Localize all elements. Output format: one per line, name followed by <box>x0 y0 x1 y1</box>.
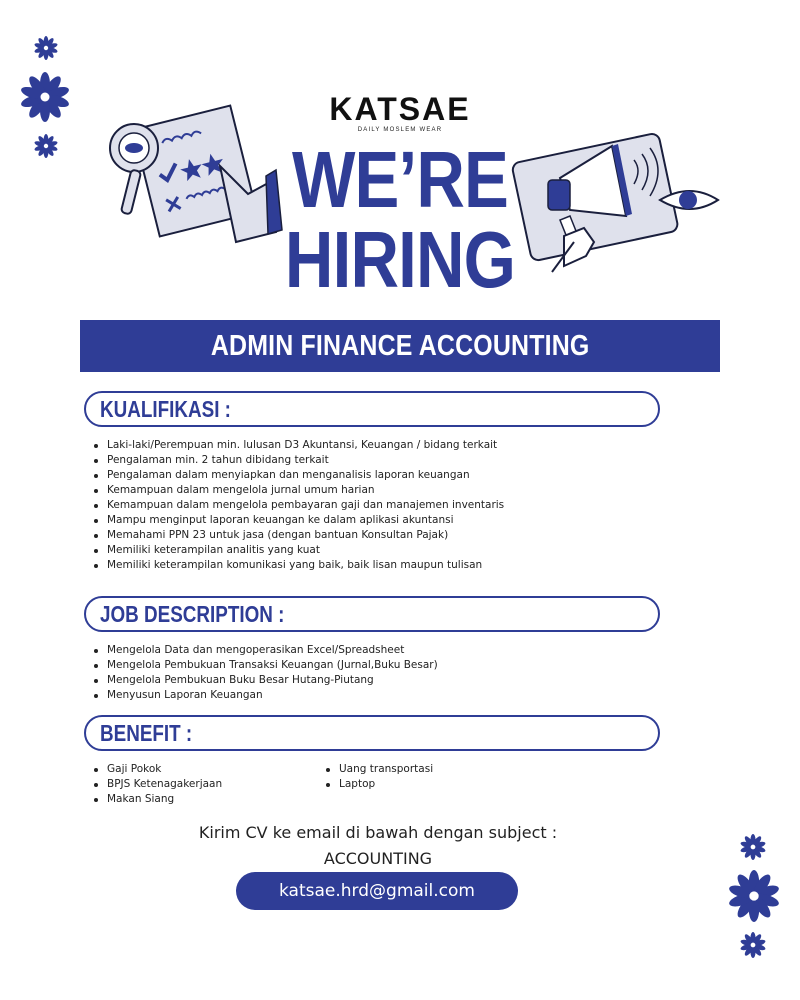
magnifier-checklist-illustration <box>100 96 290 246</box>
list-item: Mengelola Pembukuan Transaksi Keuangan (Jurnal,Buku Besar) <box>92 658 438 673</box>
list-item: Gaji Pokok <box>92 762 222 777</box>
list-item: Uang transportasi <box>324 762 433 777</box>
list-item: Memiliki keterampilan komunikasi yang baik, baik lisan maupun tulisan <box>92 558 504 573</box>
flower-icon <box>34 134 58 158</box>
flower-icon <box>740 834 766 860</box>
email-address: katsae.hrd@gmail.com <box>279 881 475 901</box>
flower-icon <box>740 932 766 958</box>
list-item: Mampu menginput laporan keuangan ke dalam aplikasi akuntansi <box>92 513 504 528</box>
list-item: Pengalaman min. 2 tahun dibidang terkait <box>92 453 504 468</box>
logo-tagline: DAILY MOSLEM WEAR <box>357 127 443 133</box>
benefit-list-right <box>324 762 433 792</box>
email-button[interactable] <box>236 872 518 910</box>
position-banner <box>80 320 720 372</box>
list-item: Laptop <box>324 777 433 792</box>
list-item: Memiliki keterampilan analitis yang kuat <box>92 543 504 558</box>
list-item: Makan Siang <box>92 792 222 807</box>
flower-icon <box>34 36 58 60</box>
benefit-list-left <box>92 762 222 807</box>
flower-icon <box>728 870 780 922</box>
job-description-heading-pill <box>84 596 660 632</box>
cta-subject: ACCOUNTING <box>323 849 433 868</box>
qualifications-heading-pill <box>84 391 660 427</box>
list-item: Menyusun Laporan Keuangan <box>92 688 438 703</box>
qualifications-heading: KUALIFIKASI : <box>100 395 231 422</box>
list-item: Memahami PPN 23 untuk jasa (dengan bantuan Konsultan Pajak) <box>92 528 504 543</box>
headline-line-1: WE’RE <box>291 135 509 224</box>
flower-icon <box>20 72 70 122</box>
job-description-heading: JOB DESCRIPTION : <box>100 600 285 627</box>
list-item: Laki-laki/Perempuan min. lulusan D3 Akuntansi, Keuangan / bidang terkait <box>92 438 504 453</box>
megaphone-illustration <box>510 126 720 282</box>
list-item: Pengalaman dalam menyiapkan dan menganalisis laporan keuangan <box>92 468 504 483</box>
headline-line-2: HIRING <box>284 215 516 304</box>
list-item: Kemampuan dalam mengelola pembayaran gaji dan manajemen inventaris <box>92 498 504 513</box>
hiring-headline <box>282 135 517 304</box>
list-item: Mengelola Pembukuan Buku Besar Hutang-Piutang <box>92 673 438 688</box>
brand-logo <box>300 92 500 134</box>
position-title: ADMIN FINANCE ACCOUNTING <box>210 329 590 362</box>
benefit-heading-pill <box>84 715 660 751</box>
list-item: BPJS Ketenagakerjaan <box>92 777 222 792</box>
qualifications-list <box>92 438 504 573</box>
logo-wordmark: KATSAE <box>329 91 471 127</box>
list-item: Kemampuan dalam mengelola jurnal umum harian <box>92 483 504 498</box>
benefit-heading: BENEFIT : <box>100 719 193 746</box>
eye-icon <box>679 191 697 209</box>
job-description-list <box>92 643 438 703</box>
cta-instruction: Kirim CV ke email di bawah dengan subject : <box>198 823 558 842</box>
list-item: Mengelola Data dan mengoperasikan Excel/Spreadsheet <box>92 643 438 658</box>
